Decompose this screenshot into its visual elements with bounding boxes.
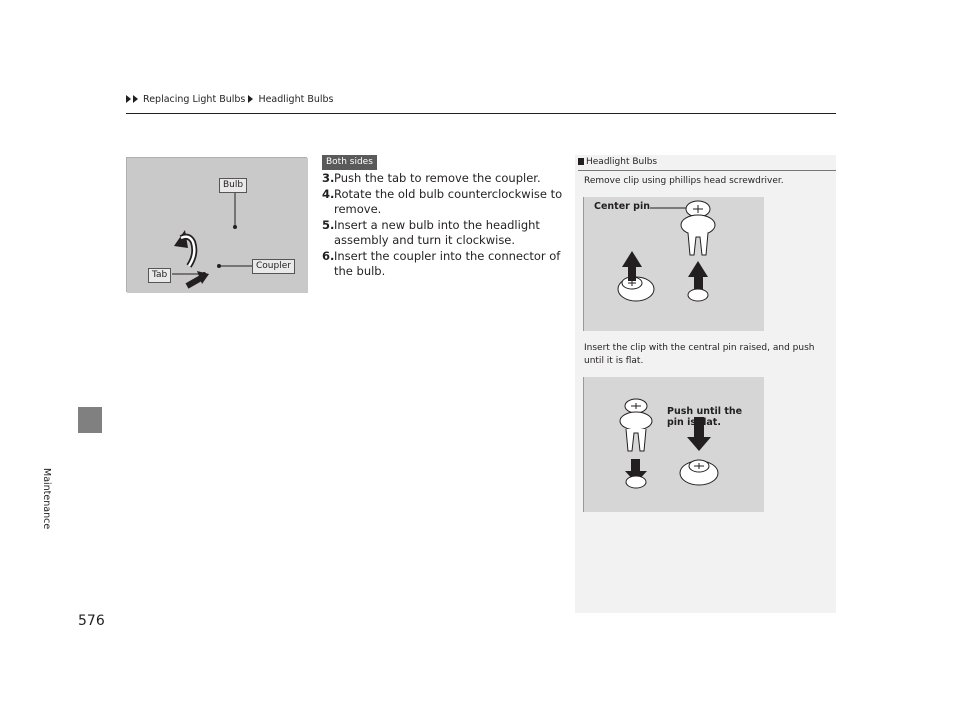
header-rule [126,113,836,114]
note-badge-icon [578,158,584,165]
clip-removal-figure [583,197,764,331]
clip-removal-illustration [584,197,764,331]
breadcrumb-arrow-icon [248,95,253,103]
breadcrumb-item[interactable]: Replacing Light Bulbs [143,94,246,105]
step-item: 6. Insert the coupler into the connector of the bulb. [322,248,561,278]
step-item: 4. Rotate the old bulb counterclockwise to remove. [322,186,563,216]
section-tab [78,407,102,433]
clip-insert-illustration [584,377,764,512]
step-item: 3. Push the tab to remove the coupler. [322,171,541,185]
both-sides-badge: Both sides [322,155,377,170]
breadcrumb-arrow-icon [126,95,131,103]
note-panel-rule [578,170,836,171]
breadcrumb [126,94,334,105]
push-label: Push until the pin is flat. [667,406,743,428]
headlight-figure [126,157,307,292]
tab-label: Tab [148,268,171,283]
clip-insert-figure [583,377,764,512]
insert-clip-text: Insert the clip with the central pin raised, and push until it is flat. [584,343,815,366]
breadcrumb-item[interactable]: Headlight Bulbs [258,94,334,105]
breadcrumb-arrow-icon [133,95,138,103]
bulb-label: Bulb [219,178,247,193]
note-panel-title: Headlight Bulbs [578,157,657,167]
coupler-label: Coupler [252,259,295,274]
instruction-steps [322,171,572,280]
section-label: Maintenance [41,468,52,530]
page-number: 576 [78,613,105,629]
remove-clip-text: Remove clip using phillips head screwdriver. [584,176,784,186]
center-pin-label: Center pin [594,201,650,212]
step-item: 5. Insert a new bulb into the headlight assembly and turn it clockwise. [322,217,540,247]
